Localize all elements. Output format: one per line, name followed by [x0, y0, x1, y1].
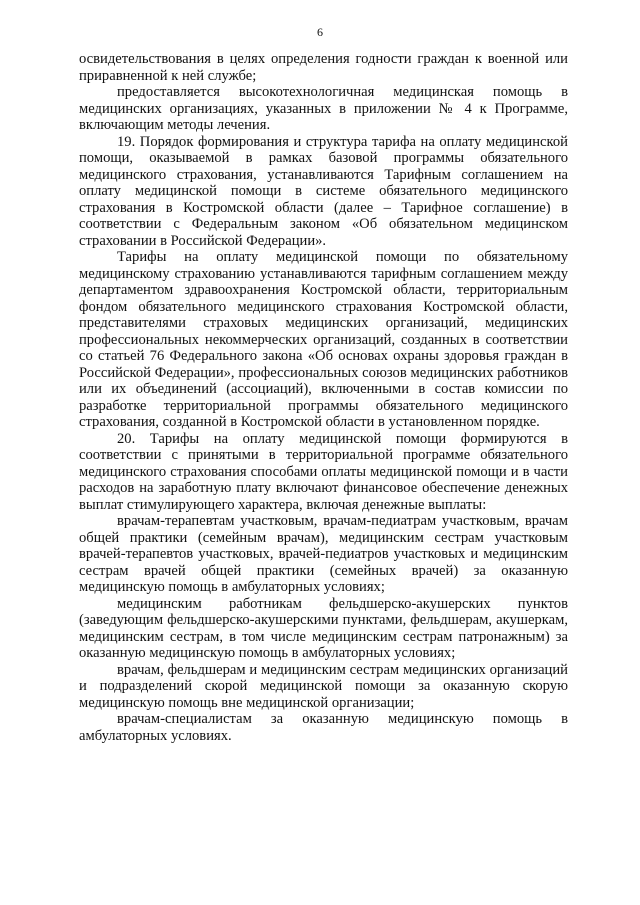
paragraph-emergency-care: врачам, фельдшерам и медицинским сестрам медицинских организаций и подразделений скорой медицинской помощи за оказанную скорую медицинскую помощь вне медицинской организации; — [79, 661, 568, 711]
paragraph-item-19: 19. Порядок формирования и структура тарифа на оплату медицинской помощи, оказываемой в рамках базовой программы обязательного медицинского страхования, устанавливаются Тарифным соглашением на оплату медицинской помощи в системе обязательного медицинского страхования в Костромской области (далее – Тарифное соглашение) в соответствии с Федеральным законом «Об обязательном медицинском страховании в Российской Федерации». — [79, 133, 568, 249]
document-body — [79, 51, 568, 744]
paragraph-district-doctors: врачам-терапевтам участковым, врачам-педиатрам участковым, врачам общей практики (семейным врачам), медицинским сестрам участковым врачей-терапевтов участковых, врачей-педиатров участковых и медицинским сестрам врачей общей практики (семейных врачей) за оказанную медицинскую помощь в амбулаторных условиях; — [79, 513, 568, 595]
paragraph-high-tech-care: предоставляется высокотехнологичная медицинская помощь в медицинских организациях, указанных в приложении № 4 к Программе, включающим методы лечения. — [79, 84, 568, 133]
paragraph-fap-workers: медицинским работникам фельдшерско-акушерских пунктов (заведующим фельдшерско-акушерскими пунктами, фельдшерам, акушеркам, медицинским сестрам, в том числе медицинским сестрам патронажным) за оказанную медицинскую помощь в амбулаторных условиях; — [79, 595, 568, 661]
paragraph-specialists: врачам-специалистам за оказанную медицинскую помощь в амбулаторных условиях. — [79, 711, 568, 744]
page-number: 6 — [317, 25, 323, 39]
paragraph-tariffs-agreement: Тарифы на оплату медицинской помощи по обязательному медицинскому страхованию устанавливаются тарифным соглашением между департаментом здравоохранения Костромской области, территориальным фондом обязательного медицинского страхования Костромской области, представителями страховых медицинских организаций, медицинских профессиональных некоммерческих организаций, созданных в соответствии со статьей 76 Федерального закона «Об основах охраны здоровья граждан в Российской Федерации», профессиональных союзов медицинских работников или их объединений (ассоциаций), включенными в состав комиссии по разработке территориальной программы обязательного медицинского страхования, созданной в Костромской области в установленном порядке. — [79, 249, 568, 430]
paragraph-item-20: 20. Тарифы на оплату медицинской помощи формируются в соответствии с принятыми в территориальной программе обязательного медицинского страхования способами оплаты медицинской помощи и в части расходов на заработную плату включают финансовое обеспечение денежных выплат стимулирующего характера, включая денежные выплаты: — [79, 430, 568, 513]
paragraph-continuation: освидетельствования в целях определения годности граждан к военной или приравненной к ней службе; — [79, 51, 568, 84]
